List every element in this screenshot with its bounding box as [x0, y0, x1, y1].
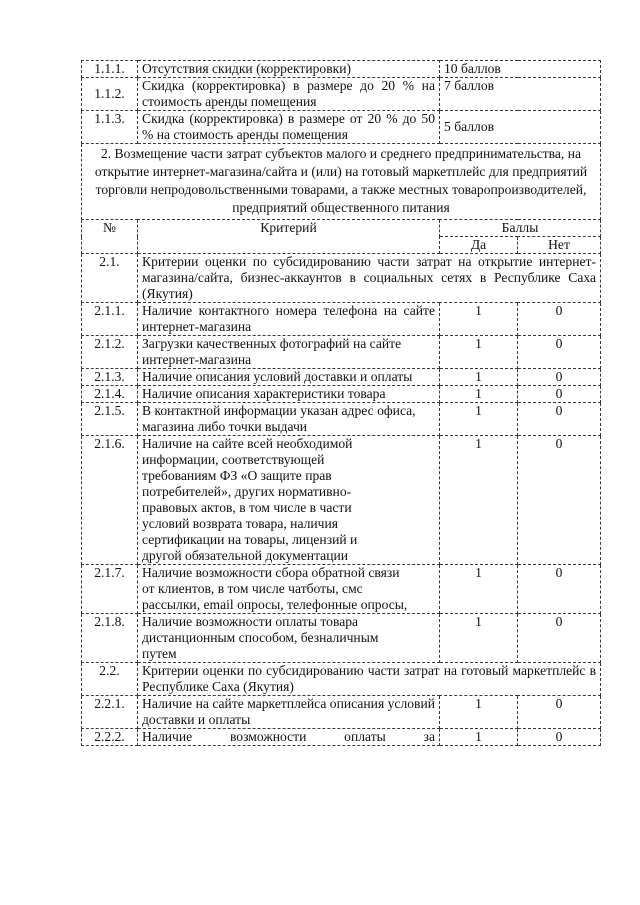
row-text: Наличие описания условий доставки и оплаты [138, 369, 440, 386]
table-row [82, 403, 601, 436]
row-number: 2.1.3. [82, 369, 138, 386]
row-text: Скидка (корректировка) в размере от 20 % до 50 % на стоимость аренды помещения [138, 111, 440, 144]
group-row [82, 663, 601, 696]
group-row [82, 254, 601, 303]
row-yes: 1 [440, 386, 518, 403]
row-text: Скидка (корректировка) в размере до 20 % на стоимость аренды помещения [138, 78, 440, 111]
table-row [82, 61, 601, 78]
section-title: 2. Возмещение части затрат субъектов малого и среднего предпринимательства, на открытие интернет-магазина/сайта и (или) на готовый маркетплейс для предприятий торговли непродовольственными товарами, а также местных товаропроизводителей, предприятий общественного питания [82, 144, 601, 220]
table-row [82, 369, 601, 386]
table-row [82, 565, 601, 614]
row-yes: 1 [440, 436, 518, 565]
row-yes: 1 [440, 729, 518, 746]
table-row [82, 78, 601, 111]
row-text: Наличие на сайте всей необходимой информации, соответствующей требованиям ФЗ «О защите прав потребителей», других нормативно-правовых актов, в том числе в части условий возврата товара, наличия сертификации на товары, лицензий и другой обязательной документации [138, 436, 440, 565]
row-score: 5 баллов [440, 111, 601, 144]
row-yes: 1 [440, 614, 518, 663]
row-no: 0 [518, 369, 601, 386]
row-no: 0 [518, 614, 601, 663]
row-number: 2.1.8. [82, 614, 138, 663]
row-text: Наличие на сайте маркетплейса описания условий доставки и оплаты [138, 696, 440, 729]
row-number: 2.1.2. [82, 336, 138, 369]
row-number: 2.1.1. [82, 303, 138, 336]
row-text: Наличие контактного номера телефона на сайте интернет-магазина [138, 303, 440, 336]
row-text: В контактной информации указан адрес офиса, магазина либо точки выдачи [138, 403, 440, 436]
section-title-row [82, 144, 601, 220]
row-yes: 1 [440, 303, 518, 336]
row-yes: 1 [440, 336, 518, 369]
row-no: 0 [518, 565, 601, 614]
table-row [82, 336, 601, 369]
criteria-table [81, 60, 601, 746]
row-no: 0 [518, 386, 601, 403]
row-no: 0 [518, 436, 601, 565]
row-no: 0 [518, 729, 601, 746]
row-number: 2.1.4. [82, 386, 138, 403]
row-score: 7 баллов [440, 78, 601, 111]
header-no: Нет [518, 237, 601, 254]
row-text: Загрузки качественных фотографий на сайте интернет-магазина [138, 336, 440, 369]
row-number: 2.1.5. [82, 403, 138, 436]
header-points: Баллы [440, 220, 601, 237]
row-text: Наличие возможности оплаты за [138, 729, 440, 746]
row-number: 2.2.2. [82, 729, 138, 746]
header-yes: Да [440, 237, 518, 254]
table-row [82, 111, 601, 144]
header-row [82, 220, 601, 237]
table-row [82, 614, 601, 663]
row-text: Наличие описания характеристики товара [138, 386, 440, 403]
row-yes: 1 [440, 403, 518, 436]
row-no: 0 [518, 336, 601, 369]
group-number: 2.2. [82, 663, 138, 696]
table-row [82, 436, 601, 565]
row-text: Наличие возможности сбора обратной связи от клиентов, в том числе чатботы, смс рассылки, email опросы, телефонные опросы, [138, 565, 440, 614]
row-no: 0 [518, 403, 601, 436]
table-row [82, 729, 601, 746]
row-number: 1.1.2. [82, 78, 138, 111]
row-number: 2.1.6. [82, 436, 138, 565]
group-number: 2.1. [82, 254, 138, 303]
row-text: Отсутствия скидки (корректировки) [138, 61, 440, 78]
header-criterion: Критерий [138, 220, 440, 254]
group-text: Критерии оценки по субсидированию части затрат на открытие интернет-магазина/сайта, бизнес-аккаунтов в социальных сетях в Республике Саха (Якутия) [138, 254, 601, 303]
row-number: 2.1.7. [82, 565, 138, 614]
row-number: 1.1.3. [82, 111, 138, 144]
table-row [82, 303, 601, 336]
row-text: Наличие возможности оплаты товара дистанционным способом, безналичным путем [138, 614, 440, 663]
row-yes: 1 [440, 369, 518, 386]
table-row [82, 696, 601, 729]
row-no: 0 [518, 696, 601, 729]
row-number: 2.2.1. [82, 696, 138, 729]
row-number: 1.1.1. [82, 61, 138, 78]
table-row [82, 386, 601, 403]
header-number: № [82, 220, 138, 254]
row-no: 0 [518, 303, 601, 336]
row-yes: 1 [440, 565, 518, 614]
group-text: Критерии оценки по субсидированию части затрат на готовый маркетплейс в Республике Саха (Якутия) [138, 663, 601, 696]
row-yes: 1 [440, 696, 518, 729]
row-score: 10 баллов [440, 61, 601, 78]
